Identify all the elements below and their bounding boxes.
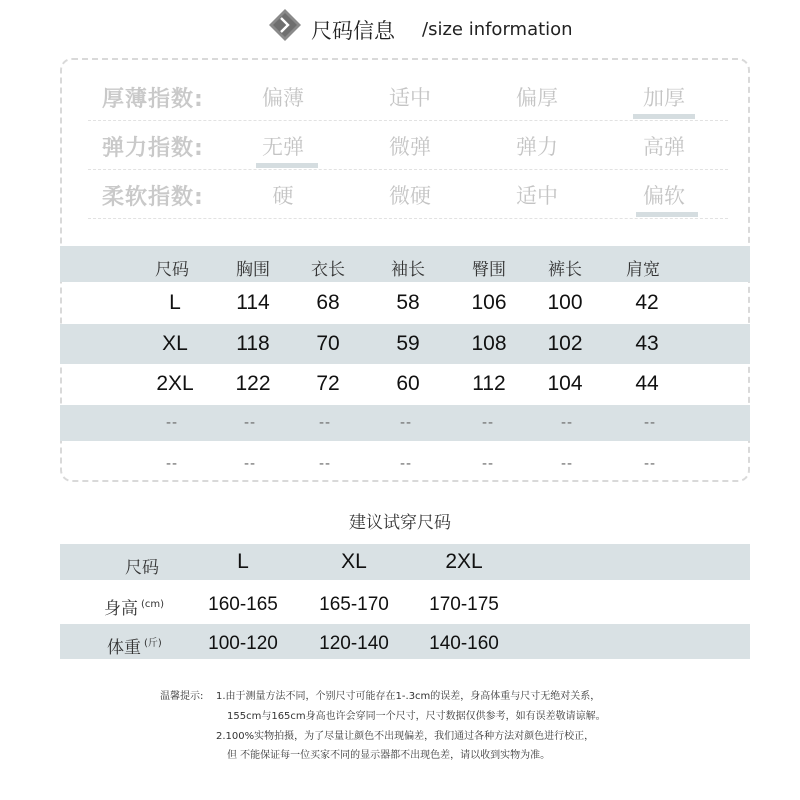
index-option: 偏薄: [262, 86, 304, 110]
table-header-cell: 肩宽: [626, 260, 660, 280]
table-cell: --: [165, 415, 179, 431]
table-cell: XL: [162, 332, 188, 355]
index-label: 柔软指数:: [102, 185, 204, 210]
notes-line: 但 不能保证每一位买家不同的显示器都不出现色差，请以收到实物为准。: [227, 750, 551, 761]
table-cell: 72: [316, 372, 340, 395]
table-cell: 106: [471, 291, 507, 314]
suggest-row-label: [107, 633, 162, 658]
table-cell: 112: [472, 372, 506, 395]
index-label: 厚薄指数:: [102, 87, 204, 112]
index-option: 适中: [389, 86, 431, 110]
index-option: 微硬: [389, 184, 431, 208]
table-cell: --: [243, 456, 257, 472]
table-cell: L: [169, 291, 181, 314]
notes-line: 2.100%实物拍摄，为了尽量让颜色不出现偏差，我们通过各种方法对颜色进行校正，: [216, 731, 595, 742]
selected-underline: [636, 212, 698, 217]
table-cell: 60: [396, 372, 420, 395]
table-cell: 68: [316, 291, 340, 314]
table-cell: 102: [547, 332, 583, 355]
suggest-cell: L: [237, 550, 249, 573]
table-cell: --: [318, 415, 332, 431]
table-cell: 44: [635, 372, 659, 395]
index-option: 硬: [272, 184, 294, 208]
table-cell: 100: [547, 291, 583, 314]
suggest-title: 建议试穿尺码: [349, 513, 451, 533]
table-header-cell: 袖长: [391, 260, 425, 280]
notes-line: 155cm与165cm身高也许会穿同一个尺寸，尺寸数据仅供参考，如有误差敬请谅解。: [227, 711, 606, 722]
table-cell: 2XL: [156, 372, 194, 395]
table-cell: --: [560, 456, 574, 472]
selected-underline: [256, 163, 318, 168]
suggest-cell: 100-120: [208, 633, 278, 654]
table-cell: --: [481, 456, 495, 472]
suggest-cell: 2XL: [445, 550, 483, 573]
title-chinese: 尺码信息: [311, 19, 395, 43]
table-cell: --: [643, 415, 657, 431]
table-cell: --: [318, 456, 332, 472]
table-cell: 42: [635, 291, 659, 314]
table-cell: --: [560, 415, 574, 431]
table-cell: 108: [471, 332, 507, 355]
table-cell: 104: [547, 372, 583, 395]
suggest-cell: XL: [341, 550, 367, 573]
table-cell: --: [399, 415, 413, 431]
suggest-cell: 165-170: [319, 594, 389, 615]
suggest-cell: 120-140: [319, 633, 389, 654]
table-cell: 58: [396, 291, 420, 314]
selected-underline: [633, 114, 695, 119]
chevron-diamond-icon: [268, 8, 302, 42]
softness-index-row: [88, 174, 728, 219]
table-header-cell: 尺码: [155, 260, 189, 280]
table-cell: --: [481, 415, 495, 431]
elasticity-index-row: [88, 125, 728, 170]
table-cell: --: [399, 456, 413, 472]
notes-line: 1.由于测量方法不同，个别尺寸可能存在1-.3cm的误差，身高体重与尺寸无绝对关系，: [216, 691, 601, 702]
table-cell: 118: [236, 332, 270, 355]
suggest-row-label: [104, 594, 164, 619]
thickness-index-row: [88, 76, 728, 121]
suggest-unit: (cm): [141, 599, 165, 611]
index-option: 偏厚: [516, 86, 558, 110]
suggest-label-text: 体重: [107, 638, 141, 658]
index-option: 适中: [516, 184, 558, 208]
suggest-cell: 140-160: [429, 633, 499, 654]
suggest-label-text: 身高: [104, 599, 138, 619]
table-cell: --: [643, 456, 657, 472]
table-header-cell: 裤长: [548, 260, 582, 280]
table-cell: 43: [635, 332, 659, 355]
index-option: 弹力: [516, 135, 558, 159]
table-cell: 70: [316, 332, 340, 355]
suggest-row-label: 尺码: [125, 558, 159, 578]
index-option: 无弹: [262, 135, 304, 159]
index-label: 弹力指数:: [102, 136, 204, 161]
index-option: 微弹: [389, 135, 431, 159]
title-english: /size information: [422, 19, 573, 40]
index-option: 偏软: [643, 184, 685, 208]
table-cell: 59: [396, 332, 420, 355]
table-cell: --: [243, 415, 257, 431]
suggest-unit: (斤): [144, 638, 162, 650]
table-header-cell: 胸围: [236, 260, 270, 280]
table-cell: 122: [235, 372, 271, 395]
table-cell: --: [165, 456, 179, 472]
table-header-cell: 衣长: [311, 260, 345, 280]
notes-lead: 温馨提示:: [160, 691, 204, 702]
suggest-cell: 170-175: [429, 594, 499, 615]
suggest-cell: 160-165: [208, 594, 278, 615]
index-option: 高弹: [643, 135, 685, 159]
section-title: [0, 6, 800, 46]
table-cell: 114: [236, 291, 270, 314]
table-header-cell: 臀围: [472, 260, 506, 280]
index-option: 加厚: [643, 86, 685, 110]
